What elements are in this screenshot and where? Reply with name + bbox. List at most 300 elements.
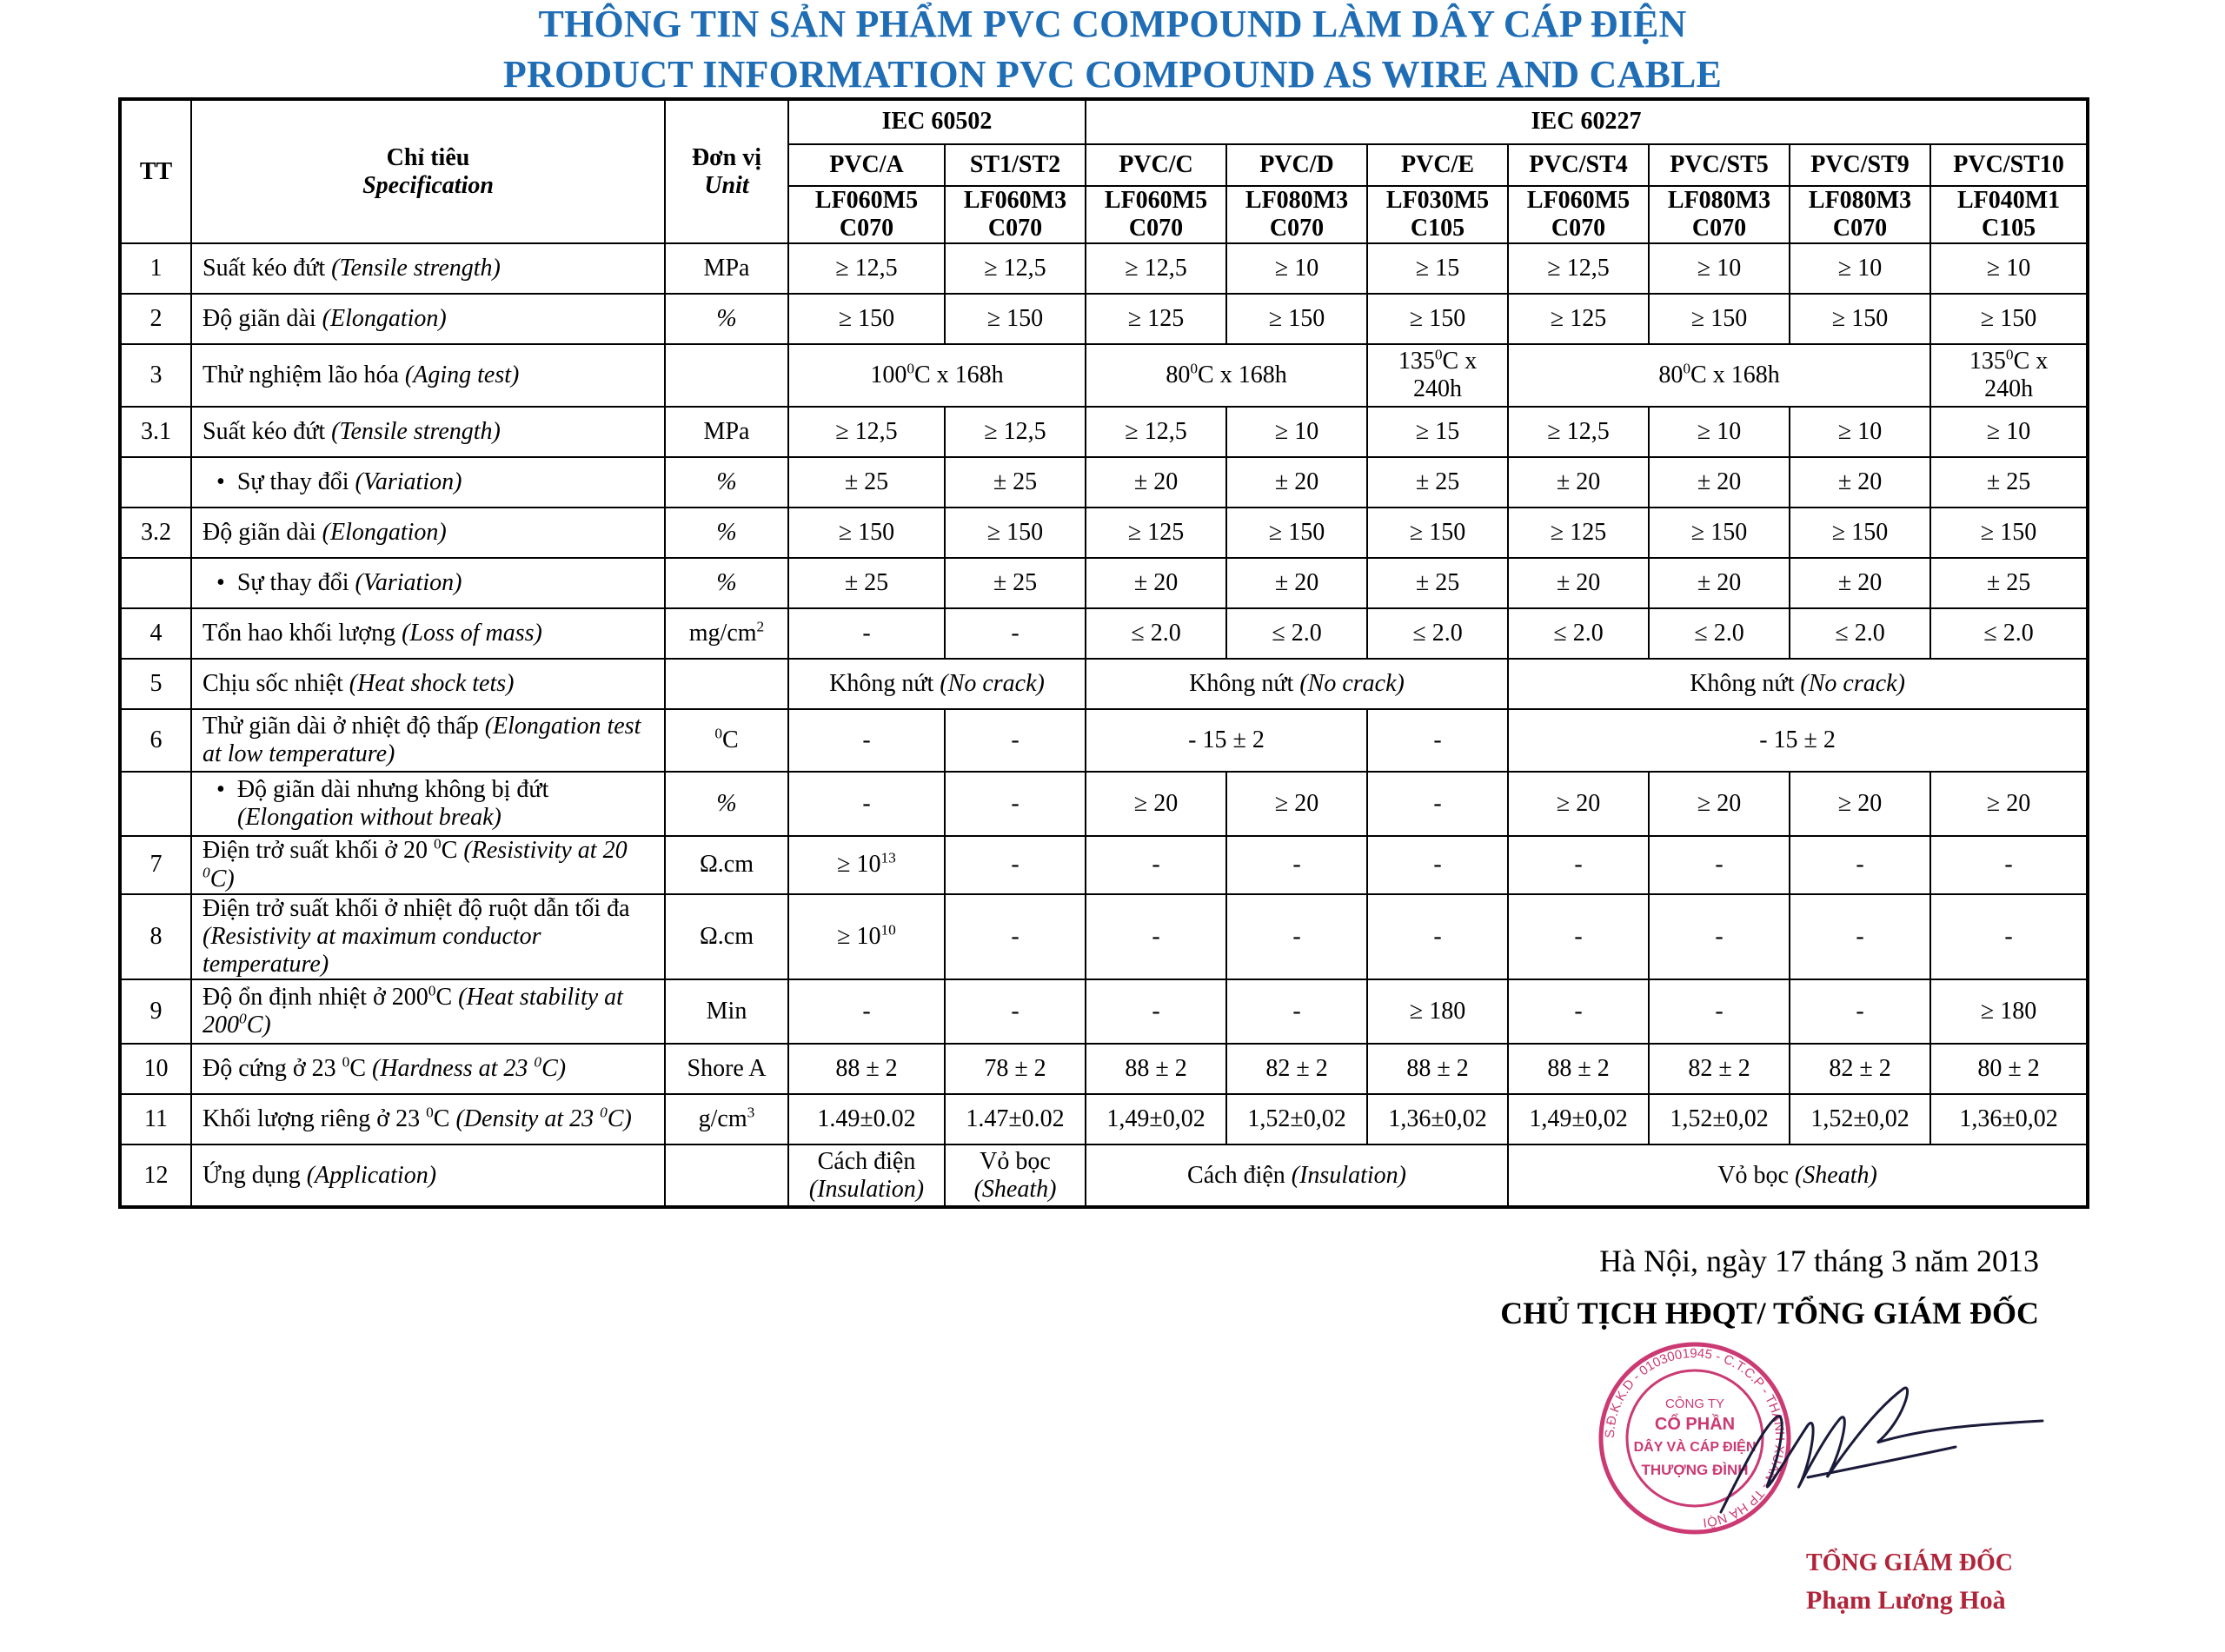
value-cell: 1,49±0,02 <box>1508 1094 1649 1144</box>
grade-cell: ST1/ST2 <box>945 144 1086 186</box>
application-st1-st2 <box>945 1144 1086 1207</box>
table-row <box>120 979 2088 1044</box>
value-cell: ≥ 125 <box>1508 508 1649 558</box>
value-cell: ≤ 2.0 <box>1930 608 2088 659</box>
value-cell: ± 20 <box>1790 558 1930 608</box>
spec-en: (Heat shock tets) <box>349 670 515 698</box>
row-number: 6 <box>120 709 191 772</box>
value-cell: ≥ 150 <box>1226 508 1367 558</box>
value-cell: ± 20 <box>1508 558 1649 608</box>
row-unit: Ω.cm <box>665 894 788 980</box>
temp-duration-line2: 240h <box>1413 375 1463 403</box>
temp-duration: C x <box>1442 348 1478 375</box>
value-cell: ≥ 12,5 <box>945 243 1086 294</box>
spec-vi: Khối lượng riêng ở 23 <box>203 1105 421 1133</box>
value-cell: - <box>1649 894 1790 980</box>
header-specification <box>191 99 665 243</box>
code-line: C070 <box>1269 215 1325 242</box>
unit-base: C <box>722 726 739 754</box>
spec-en: (Variation) <box>355 569 462 597</box>
value-cell: - <box>945 979 1086 1044</box>
code-line: LF060M5 <box>1526 187 1631 214</box>
row-number: 5 <box>120 659 191 709</box>
value-cell: 88 ± 2 <box>1508 1044 1649 1094</box>
value-cell: - <box>1649 979 1790 1044</box>
product-spec-table <box>118 97 2089 1209</box>
row-specification <box>191 558 665 608</box>
spec-vi: Độ giãn dài <box>203 519 316 547</box>
value-cell <box>788 836 945 893</box>
value-cell: - <box>945 608 1086 659</box>
spec-vi: Sự thay đổi <box>236 569 349 597</box>
row-specification <box>191 457 665 508</box>
product-code-cell <box>1508 186 1649 243</box>
code-line: LF030M5 <box>1385 187 1490 214</box>
value-cell: 82 ± 2 <box>1790 1044 1930 1094</box>
row-number: 10 <box>120 1044 191 1094</box>
value-cell: ≤ 2.0 <box>1226 608 1367 659</box>
spec-en-unit: C) <box>209 865 235 892</box>
value-cell: ≤ 2.0 <box>1508 608 1649 659</box>
table-row <box>120 407 2088 457</box>
value-cell: - <box>1367 836 1508 893</box>
value-cell: 80 ± 2 <box>1930 1044 2088 1094</box>
aging-pvc-st <box>1508 344 1930 407</box>
spec-en: (Tensile strength) <box>331 418 501 446</box>
value-cell: ≥ 10 <box>1930 243 2088 294</box>
value-cell: - <box>1226 894 1367 980</box>
degree-mark: 0 <box>714 725 722 742</box>
temp-duration: C x <box>2013 348 2049 375</box>
spec-en-unit: C) <box>607 1105 632 1133</box>
value-cell: ≥ 125 <box>1508 294 1649 344</box>
table-row <box>120 1094 2088 1144</box>
row-number: 4 <box>120 608 191 659</box>
spec-vi: Tổn hao khối lượng <box>203 620 396 647</box>
value-cell: - <box>1226 979 1367 1044</box>
value-cell: ≤ 2.0 <box>1086 608 1226 659</box>
application-vi: Cách điện <box>1187 1161 1285 1189</box>
row-number: 12 <box>120 1144 191 1207</box>
spec-vi: Độ cứng ở 23 <box>203 1055 336 1083</box>
value-cell: ± 25 <box>1930 558 2088 608</box>
value-cell: - <box>945 772 1086 836</box>
code-line: C105 <box>1981 215 2036 242</box>
signatory-title: CHỦ TỊCH HĐQT/ TỔNG GIÁM ĐỐC <box>1500 1296 2039 1330</box>
title-vietnamese: THÔNG TIN SẢN PHẨM PVC COMPOUND LÀM DÂY CÁP ĐIỆN <box>538 3 1687 45</box>
product-code-cell <box>788 186 945 243</box>
application-pvc-st <box>1508 1144 2088 1207</box>
product-code-cell <box>1367 186 1508 243</box>
spec-en: (Resistivity at maximum conductor temperature) <box>203 922 541 979</box>
row-specification <box>191 659 665 709</box>
spec-vi: Suất kéo đứt <box>203 418 326 446</box>
row-specification <box>191 243 665 294</box>
table-row-application <box>120 1144 2088 1207</box>
value-cell: ≥ 150 <box>788 508 945 558</box>
header-unit <box>665 99 788 243</box>
row-unit: % <box>665 457 788 508</box>
row-specification <box>191 294 665 344</box>
value-cell: - <box>1367 772 1508 836</box>
value-cell: ± 25 <box>788 457 945 508</box>
spec-vi: Thử giãn dài ở nhiệt độ thấp <box>203 713 479 740</box>
value-cell: 1,52±0,02 <box>1649 1094 1790 1144</box>
spec-vi: Độ ổn định nhiệt ở 200 <box>203 984 428 1012</box>
table-row <box>120 608 2088 659</box>
value-cell: - <box>1508 979 1649 1044</box>
value-cell: ± 20 <box>1086 558 1226 608</box>
value-cell: 82 ± 2 <box>1226 1044 1367 1094</box>
table-row <box>120 558 2088 608</box>
value-cell: - <box>1790 979 1930 1044</box>
table-row-aging <box>120 344 2088 407</box>
row-unit <box>665 709 788 772</box>
value-cell: - <box>945 894 1086 980</box>
spec-en: (Elongation) <box>322 519 447 547</box>
value-cell: - <box>1086 836 1226 893</box>
value-cell: 82 ± 2 <box>1649 1044 1790 1094</box>
value-cell: ≥ 150 <box>1930 508 2088 558</box>
application-vi: Vỏ bọc <box>980 1147 1051 1175</box>
row-specification <box>191 1044 665 1094</box>
value-cell: ≥ 150 <box>945 294 1086 344</box>
header-tt: TT <box>120 99 191 243</box>
row-unit: MPa <box>665 407 788 457</box>
row-unit: Ω.cm <box>665 836 788 893</box>
row-number: 8 <box>120 894 191 980</box>
header-unit-en: Unit <box>704 171 749 199</box>
value-cell: ± 25 <box>788 558 945 608</box>
grade-cell: PVC/ST10 <box>1930 144 2088 186</box>
temp-value: 135 <box>1398 348 1435 375</box>
signer-role: TỔNG GIÁM ĐỐC <box>1806 1549 2013 1576</box>
row-number: 2 <box>120 294 191 344</box>
result-vi: Không nứt <box>1189 670 1294 698</box>
row-number <box>120 772 191 836</box>
value-cell: ± 25 <box>945 457 1086 508</box>
spec-en: (Hardness at 23 <box>372 1055 528 1083</box>
heat-shock-pvc-cde <box>1086 659 1508 709</box>
code-line: C070 <box>987 215 1043 242</box>
value-cell <box>788 894 945 980</box>
table-row <box>120 836 2088 893</box>
unit-base: g/cm <box>698 1105 747 1133</box>
row-number: 9 <box>120 979 191 1044</box>
row-unit: Shore A <box>665 1044 788 1094</box>
aging-iec60502 <box>788 344 1086 407</box>
aging-pvc-e <box>1367 344 1508 407</box>
spec-vi-unit: C <box>435 984 453 1012</box>
spec-en: (Loss of mass) <box>402 620 542 647</box>
value-cell: 88 ± 2 <box>1086 1044 1226 1094</box>
spec-vi: Sự thay đổi <box>236 468 349 496</box>
row-number: 1 <box>120 243 191 294</box>
degree-mark: 0 <box>434 836 442 853</box>
row-specification <box>191 894 665 980</box>
row-specification <box>191 608 665 659</box>
value-cell: 78 ± 2 <box>945 1044 1086 1094</box>
row-unit <box>665 344 788 407</box>
degree-mark: 0 <box>428 982 436 999</box>
application-pvc-cde <box>1086 1144 1508 1207</box>
stamp-line: THƯỢNG ĐÌNH <box>1641 1462 1749 1478</box>
result-vi: Không nứt <box>1690 670 1795 698</box>
code-line: LF060M5 <box>814 187 919 214</box>
unit-base: mg/cm <box>688 620 757 647</box>
application-en: (Sheath) <box>1794 1161 1877 1189</box>
value-base: ≥ 10 <box>837 922 881 950</box>
grade-cell: PVC/A <box>788 144 945 186</box>
temp-duration-line2: 240h <box>1984 375 2034 403</box>
value-cell: ± 25 <box>1930 457 2088 508</box>
spec-en: (Application) <box>306 1161 437 1189</box>
value-cell: ≥ 12,5 <box>788 243 945 294</box>
value-cell: - <box>1086 894 1226 980</box>
temp-value: 80 <box>1166 362 1191 389</box>
value-cell: ≥ 20 <box>1790 772 1930 836</box>
value-cell: ≥ 20 <box>1226 772 1367 836</box>
value-cell: - <box>1508 836 1649 893</box>
value-cell: 1,36±0,02 <box>1367 1094 1508 1144</box>
value-cell: - <box>945 836 1086 893</box>
value-cell: ≥ 12,5 <box>1086 407 1226 457</box>
value-cell: 1.49±0.02 <box>788 1094 945 1144</box>
value-cell: - <box>1930 836 2088 893</box>
value-cell: ≥ 150 <box>1367 508 1508 558</box>
value-cell: ≥ 150 <box>1649 508 1790 558</box>
product-code-cell <box>1930 186 2088 243</box>
value-cell: ≥ 10 <box>1226 407 1367 457</box>
product-code-cell <box>1226 186 1367 243</box>
spec-vi-unit: C <box>433 1105 450 1133</box>
value-cell: 88 ± 2 <box>1367 1044 1508 1094</box>
row-unit: % <box>665 508 788 558</box>
table-row <box>120 294 2088 344</box>
value-cell: - <box>1790 836 1930 893</box>
value-cell: ≥ 10 <box>1226 243 1367 294</box>
value-cell: ≥ 12,5 <box>1086 243 1226 294</box>
value-cell: - <box>1508 894 1649 980</box>
value-cell: - <box>1930 894 2088 980</box>
value-cell: ≥ 10 <box>1930 407 2088 457</box>
row-unit <box>665 608 788 659</box>
product-code-cell <box>945 186 1086 243</box>
table-row-heat-shock <box>120 659 2088 709</box>
row-number <box>120 457 191 508</box>
aging-pvc-st10 <box>1930 344 2088 407</box>
stamp-ring-text: S.Đ.K.K.D - 0103001945 - C.T.C.P - THANH XUÂN - TP HÀ NỘI <box>1602 1345 1788 1530</box>
spec-vi-unit: C <box>349 1055 367 1083</box>
row-number: 3 <box>120 344 191 407</box>
stamp-line: CÔNG TY <box>1664 1397 1725 1411</box>
code-line: C070 <box>1832 215 1888 242</box>
degree-mark: 0 <box>426 1104 434 1121</box>
value-cell: ≥ 20 <box>1649 772 1790 836</box>
value-cell: ± 25 <box>945 558 1086 608</box>
application-en: (Insulation) <box>808 1175 925 1203</box>
value-cell: ± 20 <box>1086 457 1226 508</box>
row-unit <box>665 1144 788 1207</box>
application-en: (Sheath) <box>973 1175 1057 1203</box>
row-unit: % <box>665 772 788 836</box>
code-line: C070 <box>1691 215 1747 242</box>
degree-mark: 0 <box>534 1053 542 1071</box>
value-cell: ≥ 12,5 <box>788 407 945 457</box>
degree-mark: 0 <box>907 360 914 377</box>
value-cell: ≥ 180 <box>1367 979 1508 1044</box>
value-cell: ≥ 15 <box>1367 407 1508 457</box>
table-row <box>120 772 2088 836</box>
spec-vi: Ứng dụng <box>203 1161 301 1189</box>
application-en: (Insulation) <box>1291 1161 1406 1189</box>
application-vi: Cách điện <box>817 1147 916 1175</box>
value-cell: ± 20 <box>1790 457 1930 508</box>
value-cell: ≥ 150 <box>1790 508 1930 558</box>
table-row <box>120 508 2088 558</box>
value-cell: ≥ 12,5 <box>1508 407 1649 457</box>
value-cell: - <box>1649 836 1790 893</box>
code-line: C105 <box>1410 215 1465 242</box>
spec-en: (Aging test) <box>404 362 520 389</box>
code-line: C070 <box>1128 215 1184 242</box>
value-cell: ≤ 2.0 <box>1649 608 1790 659</box>
table-row <box>120 457 2088 508</box>
grade-cell: PVC/ST9 <box>1790 144 1930 186</box>
value-cell: - <box>1086 979 1226 1044</box>
value-cell: ≥ 20 <box>1508 772 1649 836</box>
value-cell: - 15 ± 2 <box>1508 709 2088 772</box>
table-row <box>120 1044 2088 1094</box>
bullet-icon: • <box>216 569 225 597</box>
code-line: LF080M3 <box>1808 187 1912 214</box>
temp-duration: C x 168h <box>1198 362 1287 389</box>
table-row <box>120 243 2088 294</box>
table-row <box>120 894 2088 980</box>
value-cell: - <box>1790 894 1930 980</box>
spec-en: (Variation) <box>355 468 462 496</box>
row-number <box>120 558 191 608</box>
header-standard-iec60502: IEC 60502 <box>788 99 1086 144</box>
row-specification <box>191 836 665 893</box>
degree-mark: 0 <box>239 1010 247 1027</box>
value-cell: ± 20 <box>1649 457 1790 508</box>
value-cell: ± 20 <box>1649 558 1790 608</box>
value-cell: 1,52±0,02 <box>1790 1094 1930 1144</box>
spec-vi: Thử nghiệm lão hóa <box>203 362 399 389</box>
code-line: C070 <box>839 215 894 242</box>
grade-cell: PVC/C <box>1086 144 1226 186</box>
degree-mark: 0 <box>1190 360 1199 377</box>
grade-cell: PVC/E <box>1367 144 1508 186</box>
degree-mark: 0 <box>342 1053 350 1071</box>
signature-date: Hà Nội, ngày 17 tháng 3 năm 2013 <box>1599 1244 2039 1278</box>
spec-vi-unit: C <box>441 837 458 865</box>
spec-en: (Tensile strength) <box>331 255 501 282</box>
value-cell: ≤ 2.0 <box>1790 608 1930 659</box>
value-cell: ≥ 10 <box>1649 407 1790 457</box>
row-unit: MPa <box>665 243 788 294</box>
application-pvc-a <box>788 1144 945 1207</box>
spec-vi: Suất kéo đứt <box>203 255 326 282</box>
value-cell: ≥ 150 <box>1649 294 1790 344</box>
header-row-standards <box>120 99 2088 144</box>
value-cell: - <box>788 608 945 659</box>
row-specification <box>191 407 665 457</box>
row-specification <box>191 1094 665 1144</box>
row-number: 11 <box>120 1094 191 1144</box>
row-specification <box>191 709 665 772</box>
code-line: LF040M1 <box>1956 187 2061 214</box>
row-unit: % <box>665 558 788 608</box>
temp-value: 100 <box>870 362 907 389</box>
value-cell: ± 20 <box>1226 558 1367 608</box>
row-specification <box>191 344 665 407</box>
spec-vi: Chịu sốc nhiệt <box>203 670 343 698</box>
value-cell: ≥ 15 <box>1367 243 1508 294</box>
temp-duration: C x 168h <box>1690 362 1780 389</box>
heat-shock-pvc-st <box>1508 659 2088 709</box>
aging-pvc-c-d <box>1086 344 1367 407</box>
spec-en: (Density at 23 <box>455 1105 594 1133</box>
value-cell: ± 20 <box>1226 457 1367 508</box>
value-cell: 1,36±0,02 <box>1930 1094 2088 1144</box>
value-cell: 1,49±0,02 <box>1086 1094 1226 1144</box>
grade-cell: PVC/ST5 <box>1649 144 1790 186</box>
header-unit-vi: Đơn vị <box>691 143 762 171</box>
row-specification <box>191 1144 665 1207</box>
result-vi: Không nứt <box>829 670 934 698</box>
spec-en: (Elongation) <box>322 305 447 333</box>
row-number: 7 <box>120 836 191 893</box>
unit-exponent: 3 <box>747 1104 755 1121</box>
header-spec-en: Specification <box>362 171 494 199</box>
heat-shock-iec60502 <box>788 659 1086 709</box>
spec-en-unit: C) <box>246 1012 271 1039</box>
value-cell: - <box>1367 894 1508 980</box>
row-number: 3.1 <box>120 407 191 457</box>
value-cell: 1,52±0,02 <box>1226 1094 1367 1144</box>
value-cell: - <box>788 979 945 1044</box>
degree-mark: 0 <box>1434 346 1443 363</box>
value-cell: ≥ 12,5 <box>945 407 1086 457</box>
value-cell: ≥ 20 <box>1086 772 1226 836</box>
result-en: (No crack) <box>1299 670 1405 698</box>
value-cell: ≥ 10 <box>1790 407 1930 457</box>
grade-cell: PVC/D <box>1226 144 1367 186</box>
code-line: LF060M5 <box>1104 187 1208 214</box>
value-exponent: 13 <box>880 850 896 867</box>
degree-mark: 0 <box>2005 346 2014 363</box>
value-cell: ≥ 150 <box>1367 294 1508 344</box>
title-english: PRODUCT INFORMATION PVC COMPOUND AS WIRE AND CABLE <box>502 53 1723 96</box>
value-cell: ≥ 150 <box>1226 294 1367 344</box>
value-cell: ≥ 150 <box>1930 294 2088 344</box>
value-cell: ≥ 10 <box>1790 243 1930 294</box>
bullet-icon: • <box>216 776 225 804</box>
spec-en: (Resistivity at 20 <box>463 837 628 865</box>
value-cell: 88 ± 2 <box>788 1044 945 1094</box>
value-exponent: 10 <box>880 921 896 939</box>
value-cell: ≥ 150 <box>1790 294 1930 344</box>
spec-en: (Elongation test at low temperature) <box>203 713 641 768</box>
value-cell: ≥ 10 <box>1649 243 1790 294</box>
value-cell: - <box>1226 836 1367 893</box>
value-cell: ≥ 180 <box>1930 979 2088 1044</box>
value-cell: ≥ 125 <box>1086 508 1226 558</box>
degree-mark: 0 <box>600 1104 608 1121</box>
spec-vi: Độ giãn dài nhưng không bị đứt <box>236 776 549 804</box>
